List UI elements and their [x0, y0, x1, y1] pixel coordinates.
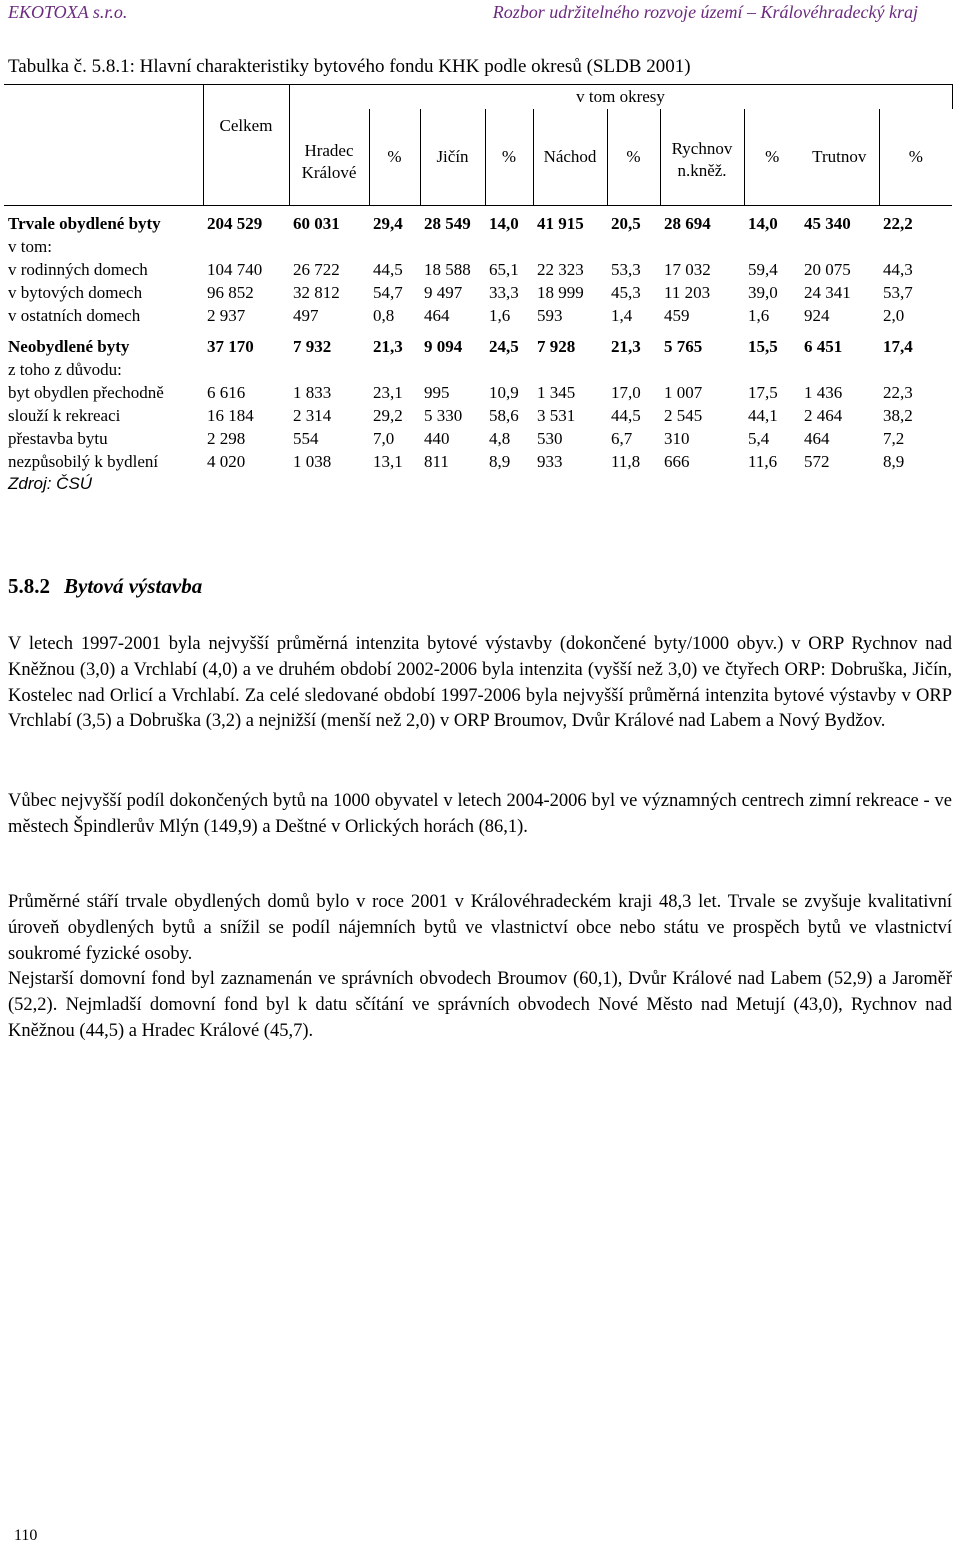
source-note: Zdroj: ČSÚ	[8, 474, 93, 493]
table-cell	[744, 358, 800, 381]
table-cell: 14,0	[489, 214, 519, 233]
table-cell: 7 932	[293, 337, 332, 356]
table-cell: 21,3	[611, 337, 641, 356]
table-cell: 7 928	[537, 337, 576, 356]
table-cell: 2,0	[883, 306, 905, 325]
table-cell: 497	[293, 306, 319, 325]
table-cell: 44,5	[611, 406, 641, 425]
table-cell: 464	[804, 429, 830, 448]
table-cell: 60 031	[293, 214, 340, 233]
col-pct: %	[607, 109, 660, 206]
table-row	[4, 358, 952, 381]
table-cell	[879, 235, 952, 258]
page-header	[8, 0, 918, 28]
table-cell: 9 094	[424, 337, 463, 356]
table-cell: 3 531	[537, 406, 576, 425]
table-cell: 1 038	[293, 452, 332, 471]
table-cell: 15,5	[748, 337, 778, 356]
row-label: nezpůsobilý k bydlení	[8, 452, 159, 471]
table-cell: 54,7	[373, 283, 403, 302]
col-pct: %	[369, 109, 420, 206]
table-cell	[800, 235, 879, 258]
table-cell: 32 812	[293, 283, 340, 302]
table-cell: 21,3	[373, 337, 403, 356]
table-cell	[744, 235, 800, 258]
table-cell: 5,4	[748, 429, 770, 448]
table-row	[4, 281, 952, 304]
table-row	[4, 212, 952, 235]
paragraph: Vůbec nejvyšší podíl dokončených bytů na 1000 obyvatel v letech 2004-2006 byl ve významných centrech zimní rekreace - ve městech Špindlerův Mlýn (149,9) a Deštné v Orlických horách (86,1).	[8, 791, 952, 837]
table-cell	[203, 358, 289, 381]
table-cell: 1,6	[489, 306, 511, 325]
col-pct: %	[879, 109, 952, 206]
table-cell: 22,3	[883, 383, 913, 402]
table-cell: 24 341	[804, 283, 851, 302]
table-cell	[203, 235, 289, 258]
table-cell: 1,4	[611, 306, 633, 325]
table-cell	[533, 358, 607, 381]
table-cell: 1,6	[748, 306, 770, 325]
table-cell: 5 330	[424, 406, 463, 425]
table-cell: 2 937	[207, 306, 246, 325]
table-cell: 18 999	[537, 283, 584, 302]
table-row	[4, 304, 952, 327]
table-cell	[533, 235, 607, 258]
table-cell: 1 007	[664, 383, 703, 402]
spacer-row	[4, 327, 952, 335]
section-title: Bytová výstavba	[64, 574, 203, 598]
section-heading	[8, 574, 202, 599]
table-cell	[485, 235, 533, 258]
table-cell: 44,3	[883, 260, 913, 279]
row-label: byt obydlen přechodně	[8, 383, 164, 402]
col-hradec: Hradec Králové	[289, 109, 369, 206]
col-nachod: Náchod	[533, 109, 607, 206]
table-cell: 2 298	[207, 429, 246, 448]
table-body	[4, 206, 952, 474]
table-cell: 16 184	[207, 406, 254, 425]
table-cell: 554	[293, 429, 319, 448]
table-header	[4, 85, 952, 206]
paragraph: V letech 1997-2001 byla nejvyšší průměrná intenzita bytové výstavby (dokončené byty/1000 obyv.) v ORP Rychnov nad Kněžnou (3,0) a Vrchlabí (4,0) a ve druhém období 2002-2006 byla intenzita (vyšší než 3,0) ve čtyřech ORP: Dobruška, Jičín, Kostelec nad Orlicí a Vrchlabí. Za celé sledované období 1997-2006 byla nejvyšší průměrná intenzita bytové výstavby v ORP Vrchlabí (3,5) a Dobruška (3,2) a nejnižší (menší než 2,0) v ORP Broumov, Dvůr Králové nad Labem a Nový Bydžov.	[8, 634, 952, 732]
table-cell: 20,5	[611, 214, 641, 233]
row-label: v ostatních domech	[8, 306, 141, 325]
table-cell	[369, 235, 420, 258]
table-cell	[289, 235, 369, 258]
table-cell	[879, 358, 952, 381]
table-cell	[800, 358, 879, 381]
table-cell: 6,7	[611, 429, 633, 448]
table-cell: 65,1	[489, 260, 519, 279]
table-cell: 22,2	[883, 214, 913, 233]
table-cell: 310	[664, 429, 690, 448]
row-label: v bytových domech	[8, 283, 143, 302]
row-label: Neobydlené byty	[8, 337, 130, 356]
table-cell: 1 345	[537, 383, 576, 402]
table-cell: 17,5	[748, 383, 778, 402]
table-cell: 96 852	[207, 283, 254, 302]
table-cell	[660, 235, 744, 258]
table-cell: 17,0	[611, 383, 641, 402]
table-cell: 104 740	[207, 260, 263, 279]
table-cell: 7,2	[883, 429, 905, 448]
table-cell: 33,3	[489, 283, 519, 302]
table-cell: 933	[537, 452, 563, 471]
table-cell: 41 915	[537, 214, 584, 233]
table-cell: 20 075	[804, 260, 851, 279]
page-number: 110	[14, 1527, 38, 1544]
col-rychnov: Rychnov n.kněž.	[660, 109, 744, 206]
table-cell: 811	[424, 452, 449, 471]
table-row	[4, 258, 952, 281]
table-cell: 666	[664, 452, 690, 471]
table-cell: 464	[424, 306, 450, 325]
row-label: z toho z důvodu:	[8, 360, 122, 379]
table-cell: 6 616	[207, 383, 246, 402]
table-cell: 11,8	[611, 452, 641, 471]
table-cell: 4,8	[489, 429, 511, 448]
table-cell	[485, 358, 533, 381]
table-cell: 14,0	[748, 214, 778, 233]
row-label: přestavba bytu	[8, 429, 108, 448]
document-title: Rozbor udržitelného rozvoje území – Královéhradecký kraj	[492, 2, 918, 22]
table-row	[4, 335, 952, 358]
paragraph: Průměrné stáří trvale obydlených domů bylo v roce 2001 v Královéhradeckém kraji 48,3 let. Trvale se zvyšuje kvalitativní úroveň obydlených bytů a snížil se podíl nájemních bytů ve vlastnictví obce nebo státu ve prospěch bytů ve vlastnictví soukromé fyzické osoby.	[8, 892, 952, 964]
table-cell: 995	[424, 383, 450, 402]
table-caption: Tabulka č. 5.8.1: Hlavní charakteristiky bytového fondu KHK podle okresů (SLDB 2001)	[8, 56, 691, 77]
table-row	[4, 450, 952, 473]
table-cell: 11,6	[748, 452, 778, 471]
table-cell: 593	[537, 306, 563, 325]
table-cell: 924	[804, 306, 830, 325]
table-cell: 0,8	[373, 306, 395, 325]
table-cell: 23,1	[373, 383, 403, 402]
table-cell	[607, 358, 660, 381]
table-cell: 10,9	[489, 383, 519, 402]
table-cell: 2 545	[664, 406, 703, 425]
row-label: v tom:	[8, 237, 52, 256]
table-cell: 26 722	[293, 260, 340, 279]
table-cell	[607, 235, 660, 258]
row-label: v rodinných domech	[8, 260, 148, 279]
section-number: 5.8.2	[8, 574, 50, 598]
table-cell	[369, 358, 420, 381]
table-cell: 22 323	[537, 260, 584, 279]
table-cell: 38,2	[883, 406, 913, 425]
table-cell: 440	[424, 429, 450, 448]
table-cell	[420, 358, 485, 381]
paragraph: Nejstarší domovní fond byl zaznamenán ve správních obvodech Broumov (60,1), Dvůr Králové nad Labem (52,9) a Jaroměř (52,2). Nejmladší domovní fond byl k datu sčítání ve správních obvodech Nové Město nad Metují (43,0), Rychnov nad Kněžnou (44,5) a Hradec Králové (45,7).	[8, 969, 952, 1041]
table-cell: 9 497	[424, 283, 463, 302]
row-label: Trvale obydlené byty	[8, 214, 161, 233]
table-cell: 8,9	[489, 452, 511, 471]
table-cell: 53,7	[883, 283, 913, 302]
housing-table	[4, 84, 953, 473]
table-cell: 8,9	[883, 452, 905, 471]
table-cell: 29,4	[373, 214, 403, 233]
table-cell: 18 588	[424, 260, 471, 279]
group-header: v tom okresy	[289, 85, 952, 110]
row-label: slouží k rekreaci	[8, 406, 121, 425]
table-cell: 572	[804, 452, 830, 471]
table-cell: 2 464	[804, 406, 843, 425]
company-name: EKOTOXA s.r.o.	[8, 2, 128, 22]
table-row	[4, 404, 952, 427]
table-row	[4, 235, 952, 258]
table-cell: 37 170	[207, 337, 254, 356]
table-cell: 45,3	[611, 283, 641, 302]
table-cell: 17 032	[664, 260, 711, 279]
table-cell: 39,0	[748, 283, 778, 302]
table-cell: 7,0	[373, 429, 395, 448]
table-cell: 1 436	[804, 383, 843, 402]
table-cell: 24,5	[489, 337, 519, 356]
table-cell	[420, 235, 485, 258]
table-cell: 29,2	[373, 406, 403, 425]
table-cell: 44,5	[373, 260, 403, 279]
table-cell: 204 529	[207, 214, 263, 233]
col-pct: %	[744, 109, 800, 206]
table-cell: 459	[664, 306, 690, 325]
table-cell: 13,1	[373, 452, 403, 471]
col-celkem: Celkem	[203, 85, 289, 206]
table-cell: 530	[537, 429, 563, 448]
table-cell: 45 340	[804, 214, 851, 233]
table-cell: 28 694	[664, 214, 711, 233]
table-cell: 28 549	[424, 214, 471, 233]
table-cell: 44,1	[748, 406, 778, 425]
table-row	[4, 427, 952, 450]
col-jicin: Jičín	[420, 109, 485, 206]
table-cell: 2 314	[293, 406, 332, 425]
table-cell: 1 833	[293, 383, 332, 402]
col-pct: %	[485, 109, 533, 206]
col-trutnov: Trutnov	[800, 109, 879, 206]
table-cell: 58,6	[489, 406, 519, 425]
table-cell: 4 020	[207, 452, 246, 471]
table-cell: 59,4	[748, 260, 778, 279]
table-cell: 6 451	[804, 337, 843, 356]
table-cell	[660, 358, 744, 381]
table-row	[4, 381, 952, 404]
table-cell: 53,3	[611, 260, 641, 279]
table-cell: 11 203	[664, 283, 711, 302]
table-cell: 5 765	[664, 337, 703, 356]
table-cell	[289, 358, 369, 381]
table-cell: 17,4	[883, 337, 913, 356]
